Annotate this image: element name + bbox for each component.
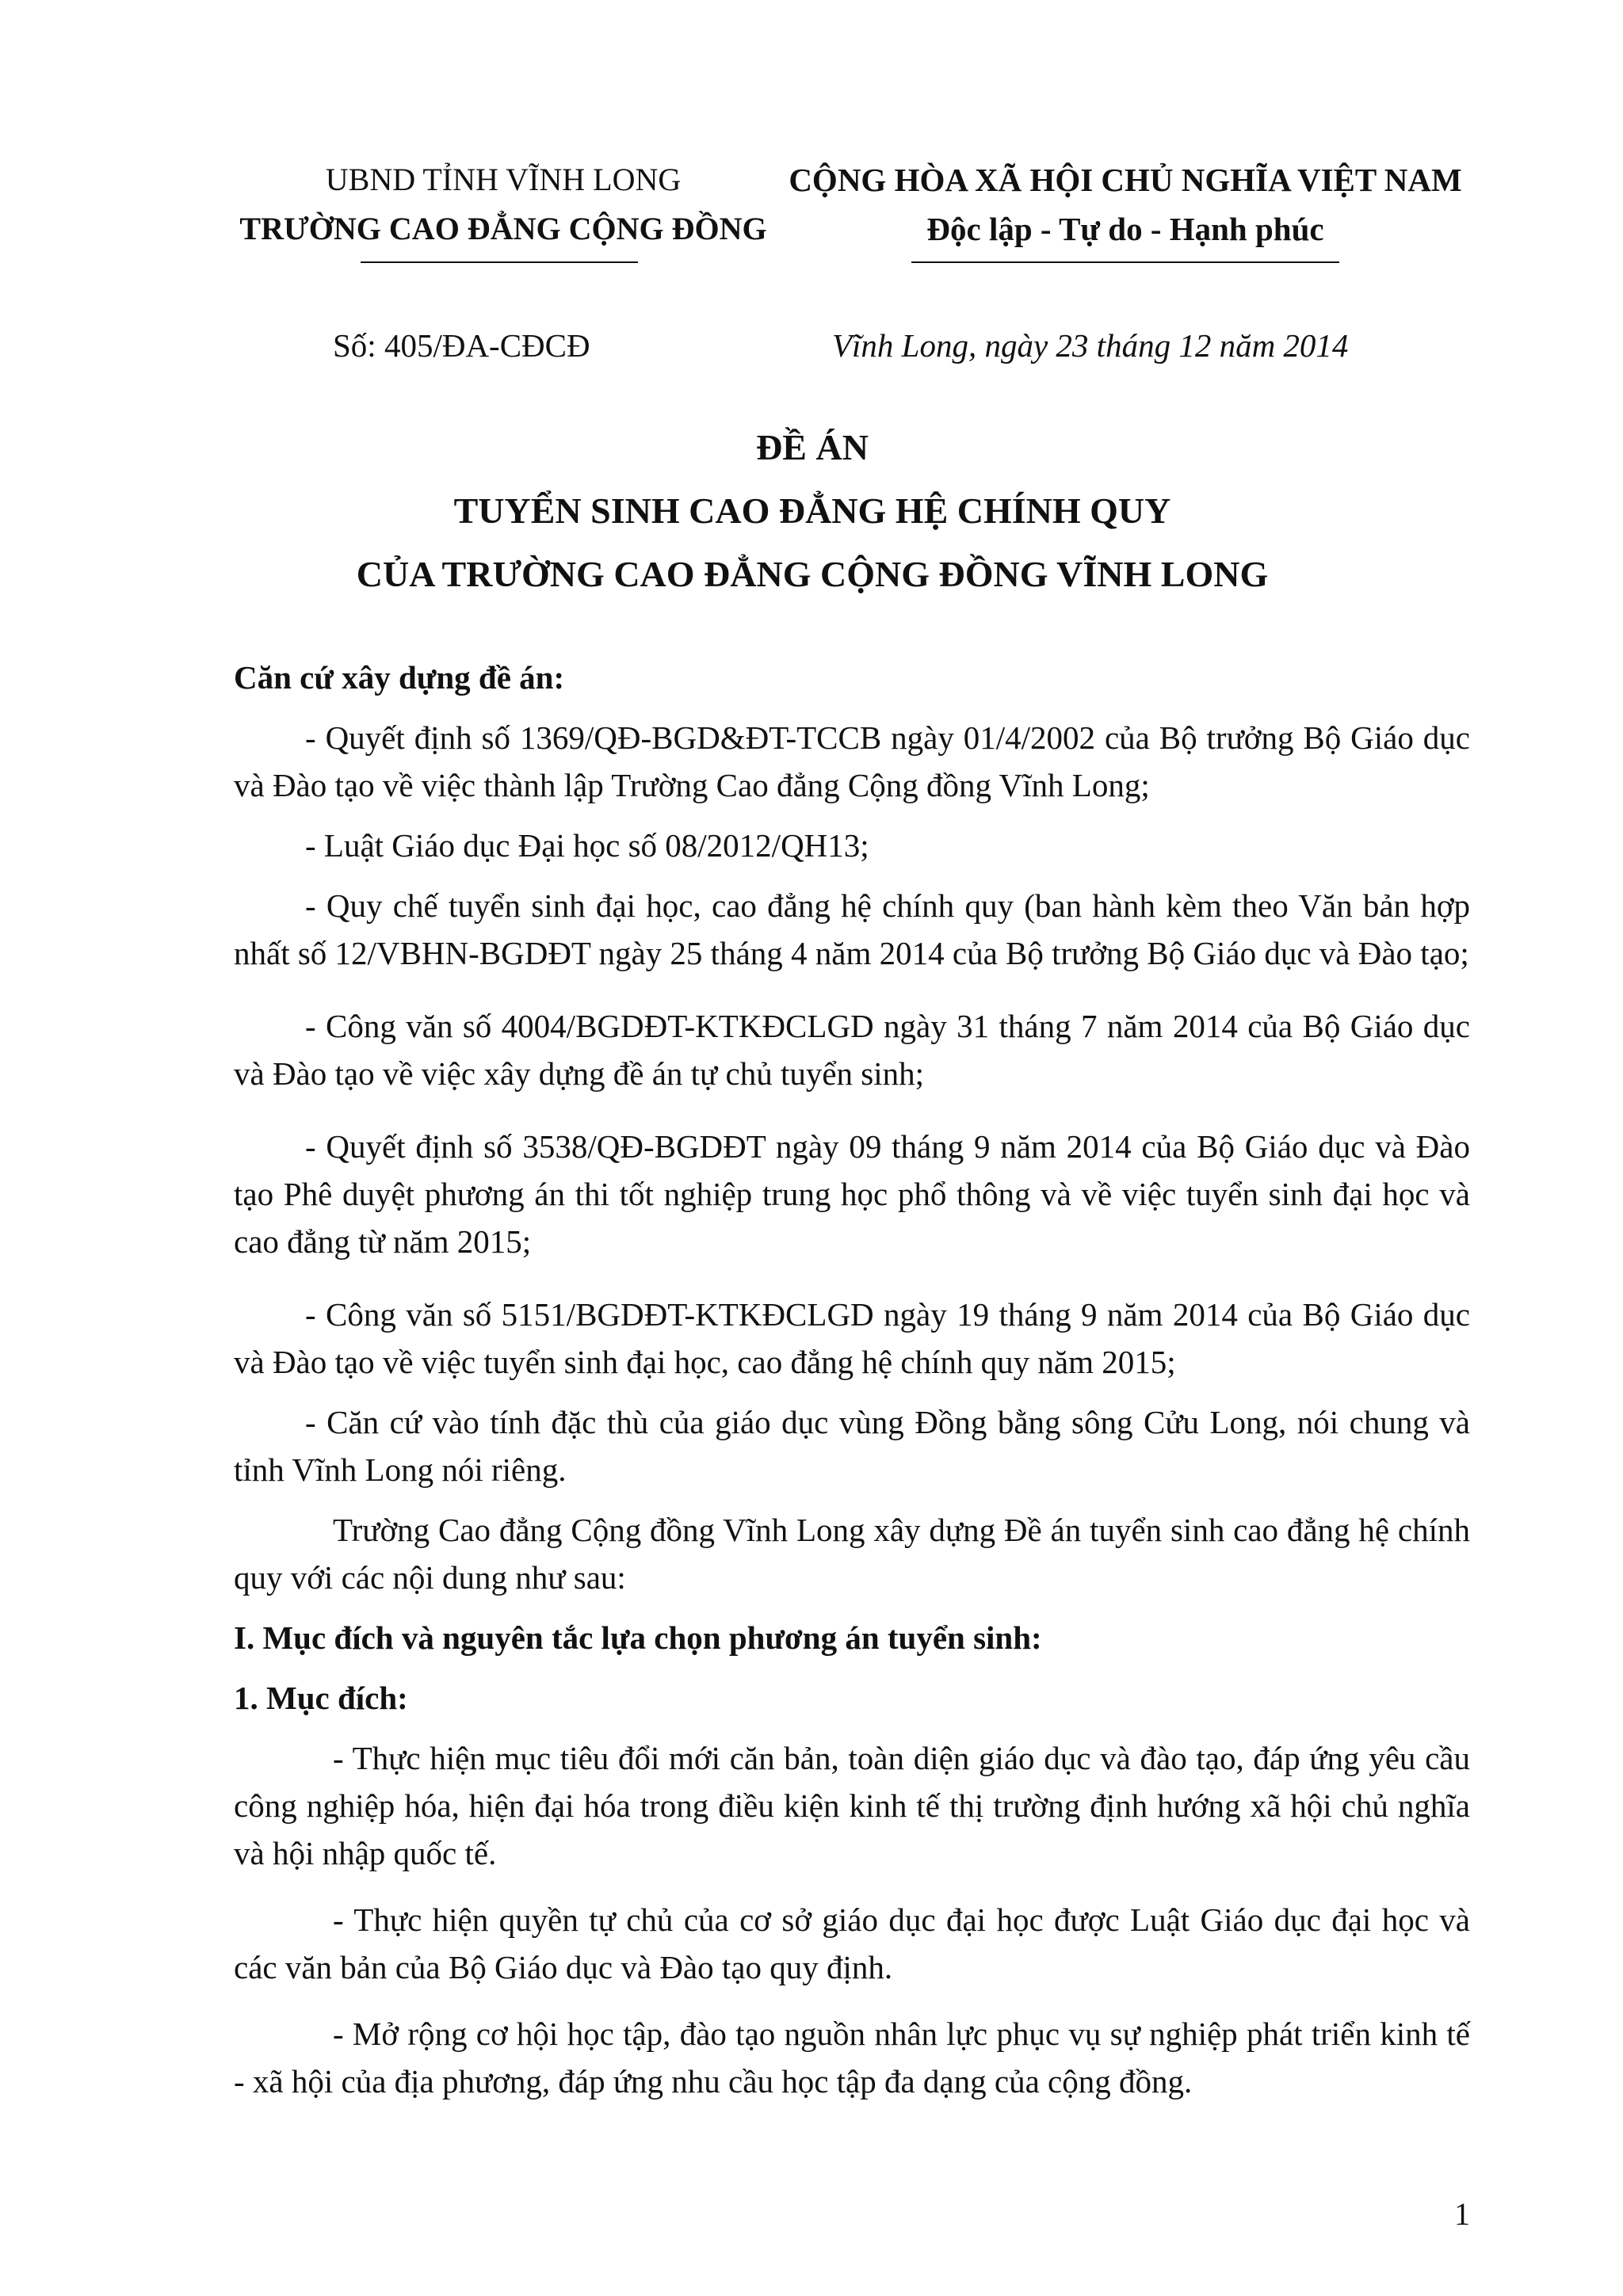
document-title [158, 416, 1466, 606]
basis-item: - Quy chế tuyển sinh đại học, cao đẳng hệ chính quy (ban hành kèm theo Văn bản hợp nhất số 12/VBHN-BGDĐT ngày 25 tháng 4 năm 2014 của Bộ trưởng Bộ Giáo dục và Đào tạo; [234, 887, 1470, 971]
purpose-item: - Mở rộng cơ hội học tập, đào tạo nguồn nhân lực phục vụ sự nghiệp phát triển kinh tế - xã hội của địa phương, đáp ứng nhu cầu học tập đa dạng của cộng đồng. [234, 2016, 1470, 2100]
national-motto [777, 155, 1474, 254]
motto-line: Độc lập - Tự do - Hạnh phúc [926, 211, 1324, 247]
basis-item: - Quyết định số 3538/QĐ-BGDĐT ngày 09 tháng 9 năm 2014 của Bộ Giáo dục và Đào tạo Phê duyệt phương án thi tốt nghiệp trung học phổ thông và về việc tuyển sinh đại học và cao đẳng từ năm 2015; [234, 1128, 1470, 1260]
title-line-3: CỦA TRƯỜNG CAO ĐẲNG CỘNG ĐỒNG VĨNH LONG [356, 554, 1269, 594]
subsection-heading: 1. Mục đích: [234, 1680, 408, 1716]
page-number: 1 [1454, 2196, 1470, 2232]
basis-item: - Luật Giáo dục Đại học số 08/2012/QH13; [305, 827, 869, 864]
basis-item: - Quyết định số 1369/QĐ-BGD&ĐT-TCCB ngày 01/4/2002 của Bộ trưởng Bộ Giáo dục và Đào tạo về việc thành lập Trường Cao đẳng Cộng đồng Vĩnh Long; [234, 719, 1470, 803]
basis-item: - Công văn số 5151/BGDĐT-KTKĐCLGD ngày 19 tháng 9 năm 2014 của Bộ Giáo dục và Đào tạo về việc tuyển sinh đại học, cao đẳng hệ chính quy năm 2015; [234, 1296, 1470, 1380]
section-heading: I. Mục đích và nguyên tắc lựa chọn phương án tuyển sinh: [234, 1619, 1042, 1656]
basis-heading: Căn cứ xây dựng đề án: [234, 659, 565, 696]
issuing-authority [214, 155, 792, 254]
country-name: CỘNG HÒA XÃ HỘI CHỦ NGHĨA VIỆT NAM [789, 162, 1462, 198]
authority-line-2: TRƯỜNG CAO ĐẲNG CỘNG ĐỒNG [239, 211, 767, 246]
authority-underline [361, 261, 638, 263]
basis-item: - Căn cứ vào tính đặc thù của giáo dục vùng Đồng bằng sông Cửu Long, nói chung và tỉnh Vĩnh Long nói riêng. [234, 1404, 1470, 1488]
document-number: Số: 405/ĐA-CĐCĐ [333, 327, 590, 364]
basis-item: - Công văn số 4004/BGDĐT-KTKĐCLGD ngày 31 tháng 7 năm 2014 của Bộ Giáo dục và Đào tạo về việc xây dựng đề án tự chủ tuyển sinh; [234, 1008, 1470, 1092]
purpose-item: - Thực hiện quyền tự chủ của cơ sở giáo dục đại học được Luật Giáo dục đại học và các văn bản của Bộ Giáo dục và Đào tạo quy định. [234, 1901, 1470, 1985]
title-line-1: ĐỀ ÁN [756, 427, 869, 467]
document-date: Vĩnh Long, ngày 23 tháng 12 năm 2014 [832, 327, 1349, 364]
authority-line-1: UBND TỈNH VĨNH LONG [325, 162, 682, 197]
motto-underline [911, 261, 1339, 263]
purpose-item: - Thực hiện mục tiêu đổi mới căn bản, toàn diện giáo dục và đào tạo, đáp ứng yêu cầu công nghiệp hóa, hiện đại hóa trong điều kiện kinh tế thị trường định hướng xã hội chủ nghĩa và hội nhập quốc tế. [234, 1740, 1470, 1871]
title-line-2: TUYỂN SINH CAO ĐẲNG HỆ CHÍNH QUY [453, 490, 1171, 531]
basis-intro: Trường Cao đẳng Cộng đồng Vĩnh Long xây dựng Đề án tuyển sinh cao đẳng hệ chính quy với các nội dung như sau: [234, 1512, 1470, 1596]
document-body [234, 654, 1470, 2105]
